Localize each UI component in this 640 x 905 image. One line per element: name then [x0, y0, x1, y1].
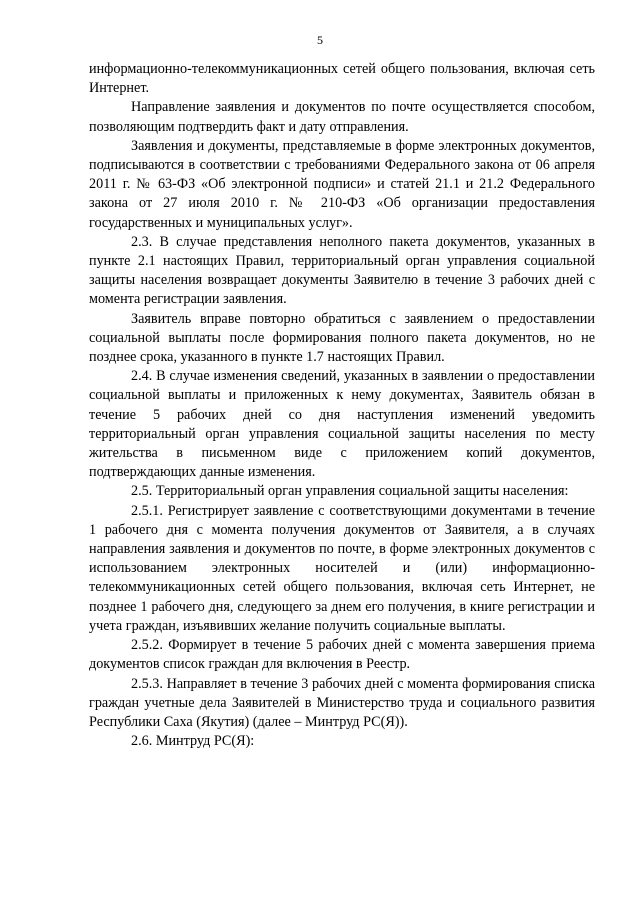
paragraph-2-4: 2.4. В случае изменения сведений, указанных в заявлении о предоставлении социальной выплаты и приложенных к нему документах, Заявитель обязан в течение 5 рабочих дней со дня наступления изменений уведомить территориальный орган управления социальной защиты населения по месту жительства в письменном виде с приложением копий документов, подтверждающих данные изменения. [89, 368, 595, 481]
paragraph-2-6: 2.6. Минтруд РС(Я): [131, 733, 255, 750]
paragraph-2-5-2: 2.5.2. Формирует в течение 5 рабочих дней с момента завершения приема документов список граждан для включения в Реестр. [89, 637, 595, 673]
paragraph-reapply: Заявитель вправе повторно обратиться с заявлением о предоставлении социальной выплаты после формирования полного пакета документов, но не позднее срока, указанного в пункте 1.7 настоящих Правил. [89, 310, 595, 366]
paragraph-postal-submission: Направление заявления и документов по почте осуществляется способом, позволяющим подтвердить факт и дату отправления. [89, 99, 595, 135]
page-number: 5 [317, 33, 323, 47]
document-body [89, 60, 595, 751]
paragraph-electronic-documents: Заявления и документы, представляемые в форме электронных документов, подписываются в соответствии с требованиями Федерального закона от 06 апреля 2011 г. № 63-ФЗ «Об электронной подписи» и статей 21.1 и 21.2 Федерального закона от 27 июля 2010 г. № 210-ФЗ «Об организации предоставления государственных и муниципальных услуг». [89, 137, 595, 231]
paragraph-2-5-1: 2.5.1. Регистрирует заявление с соответствующими документами в течение 1 рабочего дня с момента получения документов от Заявителя, а в случаях направления заявления и документов по почте, в форме электронных документов с использованием электронных носителей и (или) информационно-телекоммуникационных сетей общего пользования, включая сеть Интернет, не позднее 1 рабочего дня, следующего за днем его получения, в книге регистрации и учета граждан, изъявивших желание получить социальные выплаты. [89, 502, 595, 634]
paragraph-2-3: 2.3. В случае представления неполного пакета документов, указанных в пункте 2.1 настоящих Правил, территориальный орган управления социальной защиты населения возвращает документы Заявителю в течение 3 рабочих дней с момента регистрации заявления. [89, 233, 595, 308]
paragraph-2-5: 2.5. Территориальный орган управления социальной защиты населения: [131, 483, 569, 500]
paragraph-continuation: информационно-телекоммуникационных сетей общего пользования, включая сеть Интернет. [89, 61, 595, 97]
paragraph-2-5-3: 2.5.3. Направляет в течение 3 рабочих дней с момента формирования списка граждан учетные дела Заявителей в Министерство труда и социального развития Республики Саха (Якутия) (далее – Минтруд РС(Я)). [89, 675, 595, 730]
